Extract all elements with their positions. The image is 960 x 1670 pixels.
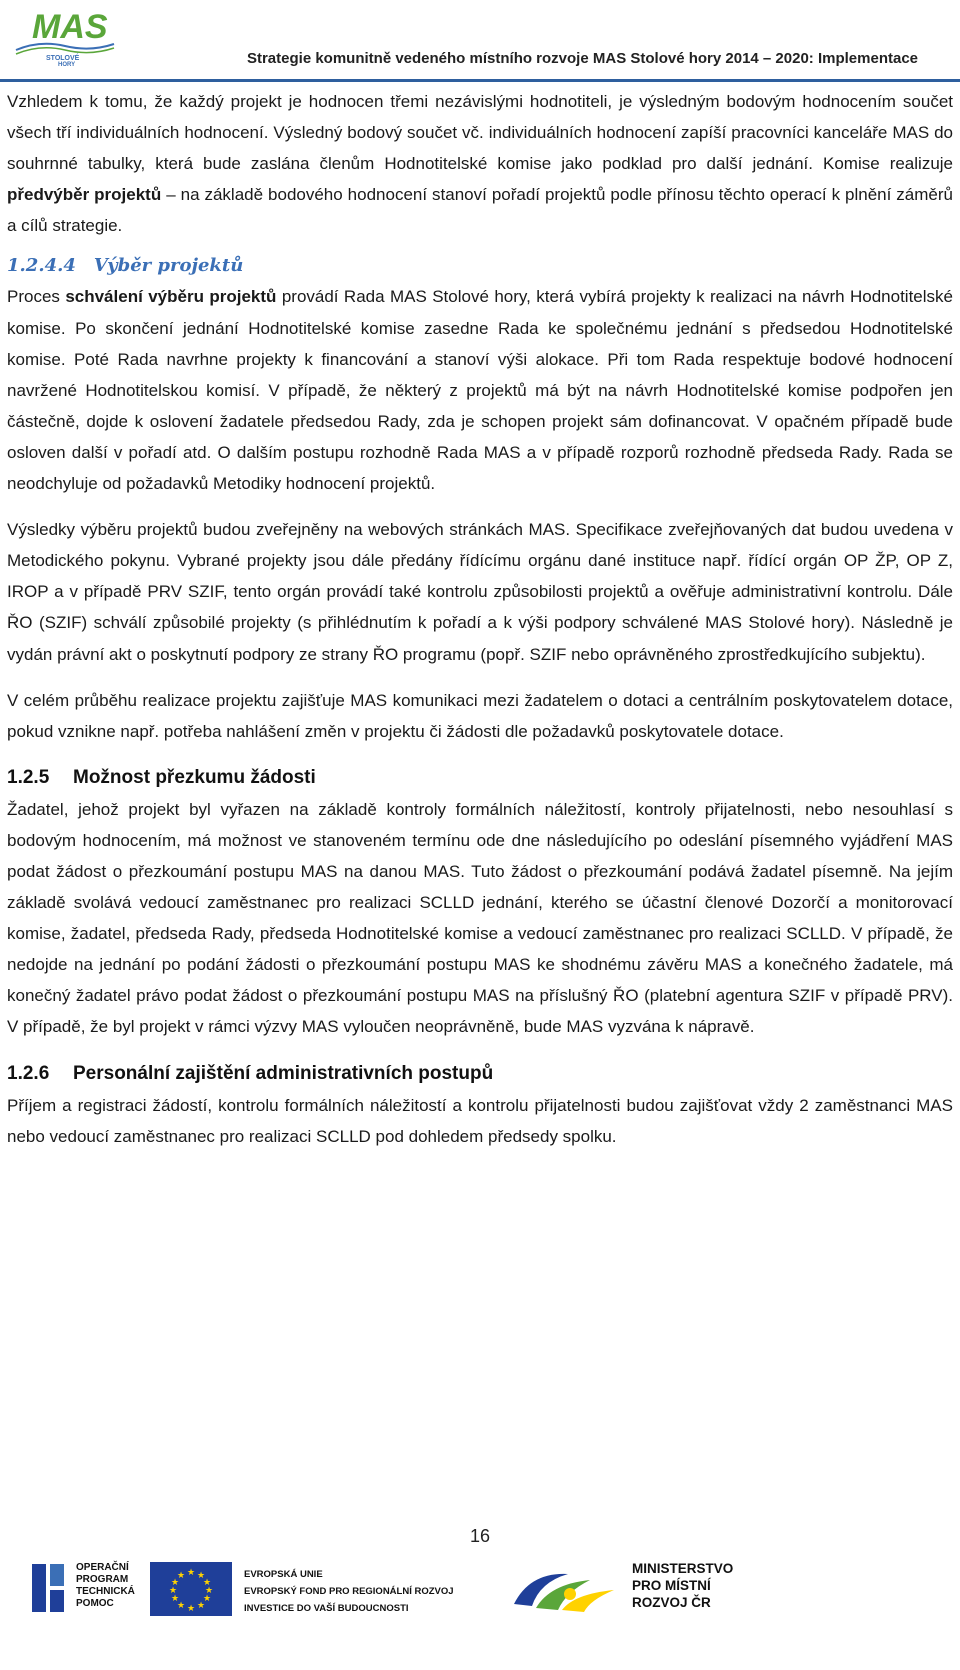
logo-text-line: PROGRAM [76,1574,129,1585]
logo-text-line: POMOC [76,1598,114,1609]
svg-text:★: ★ [176,1601,186,1611]
section-heading-125 [7,762,953,794]
svg-text:★: ★ [168,1586,178,1596]
logo-text-line: EVROPSKÁ UNIE [244,1569,323,1580]
page-header [0,0,960,84]
mmr-logo-text [632,1560,733,1611]
logo-text-line: MINISTERSTVO [632,1561,734,1576]
svg-text:MAS: MAS [32,8,108,46]
page-footer [0,1554,960,1670]
heading-title: Personální zajištění administrativních postupů [73,1062,494,1084]
paragraph-text: Proces [7,287,66,307]
svg-text:★: ★ [170,1578,180,1588]
heading-title: Výběr projektů [93,255,244,277]
paragraph-text: – na základě bodového hodnocení stanoví pořadí projektů podle přínosu těchto operací k plnění záměrů a cílů strategie. [7,185,953,236]
svg-text:★: ★ [202,1578,212,1588]
svg-text:★: ★ [186,1604,196,1614]
page-number: 16 [469,1526,491,1546]
paragraph-personnel: Příjem a registraci žádostí, kontrolu formálních náležitostí a kontrolu přijatelnosti budou zajišťovat vždy 2 zaměstnanci MAS nebo vedoucí zaměstnanec pro realizaci SCLLD pod dohledem předsedy spolku. [7,1095,953,1146]
svg-text:★: ★ [196,1601,206,1611]
svg-text:★: ★ [196,1571,206,1581]
eu-flag-icon [150,1562,232,1616]
eu-logo-text [244,1566,454,1617]
section-heading-126 [7,1058,953,1090]
paragraph-results: Výsledky výběru projektů budou zveřejněny na webových stránkách MAS. Specifikace zveřejňovaných dat budou uvedena v Metodického pokynu. Vybrané projekty jsou dále předány řídícímu orgánu dané instituce např. řídící orgán OP ŽP, OP Z, IROP a v případě PRV SZIF, tento orgán provádí také kontrolu způsobilosti projektů a ověřuje administrativní kontrolu. Dále ŘO (SZIF) schválí způsobilé projekty (s přihlédnutím k pořadí a k výši podpory schválené MAS Stolové hory). Následně je vydán právní akt o poskytnutí podpory ze strany ŘO programu (popř. SZIF nebo oprávněného zprostředkujícího subjektu). [7,520,953,664]
logo-text-line: OPERAČNÍ [76,1562,129,1573]
heading-number: 1.2.4.4 [7,255,76,277]
svg-text:STOLOVÉ: STOLOVÉ [46,55,80,62]
optp-logo-text [76,1562,135,1610]
document-header-title: Strategie komunitně vedeného místního rozvoje MAS Stolové hory 2014 – 2020: Implementace [246,50,918,67]
heading-number: 1.2.5 [7,766,50,788]
paragraph-text: provádí Rada MAS Stolové hory, která vybírá projekty k realizaci na návrh Hodnotitelské komise. Po skončení jednání Hodnotitelské komise zasedne Rada ke společnému jednání s předsedou Hodnotitelské komise. Poté Rada navrhne projekty k financování a stanoví výši alokace. Při tom Rada respektuje bodové hodnocení navržené Hodnotitelskou komisí. V případě, že některý z projektů má být na návrh Hodnotitelské komise podpořen jen částečně, dojde k oslovení žadatele předsedou Rady, zda je schopen projekt sám dofinancovat. V opačném případě bude osloven další v pořadí atd. O dalším postupu rozhodně Rada MAS a v případě rozporů rozhodně předseda Rady. Rada se neodchyluje od požadavků Metodiky hodnocení projektů. [7,287,953,494]
mmr-logo-icon [510,1564,622,1616]
paragraph-communication: V celém průběhu realizace projektu zajišťuje MAS komunikaci mezi žadatelem o dotaci a centrálním poskytovatelem dotace, pokud vznikne např. potřeba nahlášení změn v projektu či žádosti dle požadavků poskytovatele dotace. [7,690,953,741]
subsection-heading-1244 [7,251,953,281]
mas-logo-icon [10,6,120,66]
logo-text-line: PRO MÍSTNÍ [632,1578,711,1593]
heading-title: Možnost přezkumu žádosti [73,766,316,788]
bold-phrase: předvýběr projektů [7,185,162,205]
optp-logo-icon [30,1562,68,1614]
logo-text-line: INVESTICE DO VAŠÍ BUDOUCNOSTI [244,1603,409,1614]
header-divider [0,79,960,82]
svg-text:★: ★ [186,1568,196,1578]
paragraph-evaluation [7,86,953,241]
bold-phrase: schválení výběru projektů [65,287,277,307]
paragraph-text: Vzhledem k tomu, že každý projekt je hodnocen třemi nezávislými hodnotiteli, je výsledným bodovým hodnocením součet všech tří individuálních hodnocení. Výsledný bodový součet vč. individuálních hodnocení zapíší pracovníci kanceláře MAS do souhrnné tabulky, která bude zaslána členům Hodnotitelské komise jako podklad pro další jednání. Komise realizuje [7,92,953,174]
document-body [7,86,953,1152]
svg-text:★: ★ [204,1586,214,1596]
svg-text:HORY: HORY [58,62,76,66]
logo-text-line: ROZVOJ ČR [632,1595,711,1610]
logo-text-line: TECHNICKÁ [76,1586,135,1597]
svg-text:★: ★ [170,1594,180,1604]
heading-number: 1.2.6 [7,1062,50,1084]
svg-text:★: ★ [202,1594,212,1604]
logo-text-line: EVROPSKÝ FOND PRO REGIONÁLNÍ ROZVOJ [244,1586,454,1597]
svg-text:★: ★ [176,1571,186,1581]
paragraph-project-selection [7,281,953,499]
paragraph-review: Žadatel, jehož projekt byl vyřazen na základě kontroly formálních náležitostí, kontroly přijatelnosti, nebo nesouhlasí s bodovým hodnocením, má možnost ve stanoveném termínu ode dne následujícího po odeslání písemného vyjádření MAS podat žádost o přezkoumání postupu MAS na danou MAS. Tuto žádost o přezkoumání podává žadatel písemně. Na jejím základě svolává vedoucí zaměstnanec pro realizaci SCLLD jednání, kterého se účastní členové Dozorčí a monitorovací komise, žadatel, předseda Rady, předseda Hodnotitelské komise a vedoucí zaměstnanec pro realizaci SCLLD. V případě, že nedojde na jednání po podání žádosti o přezkoumání postupu MAS ke shodnému závěru MAS a konečného žadatele, má konečný žadatel právo podat žádost o přezkoumání postupu MAS na příslušný ŘO (platební agentura SZIF v případě PRV). V případě, že byl projekt v rámci výzvy MAS vyloučen neoprávněně, bude MAS vyzvána k nápravě. [7,799,953,1037]
